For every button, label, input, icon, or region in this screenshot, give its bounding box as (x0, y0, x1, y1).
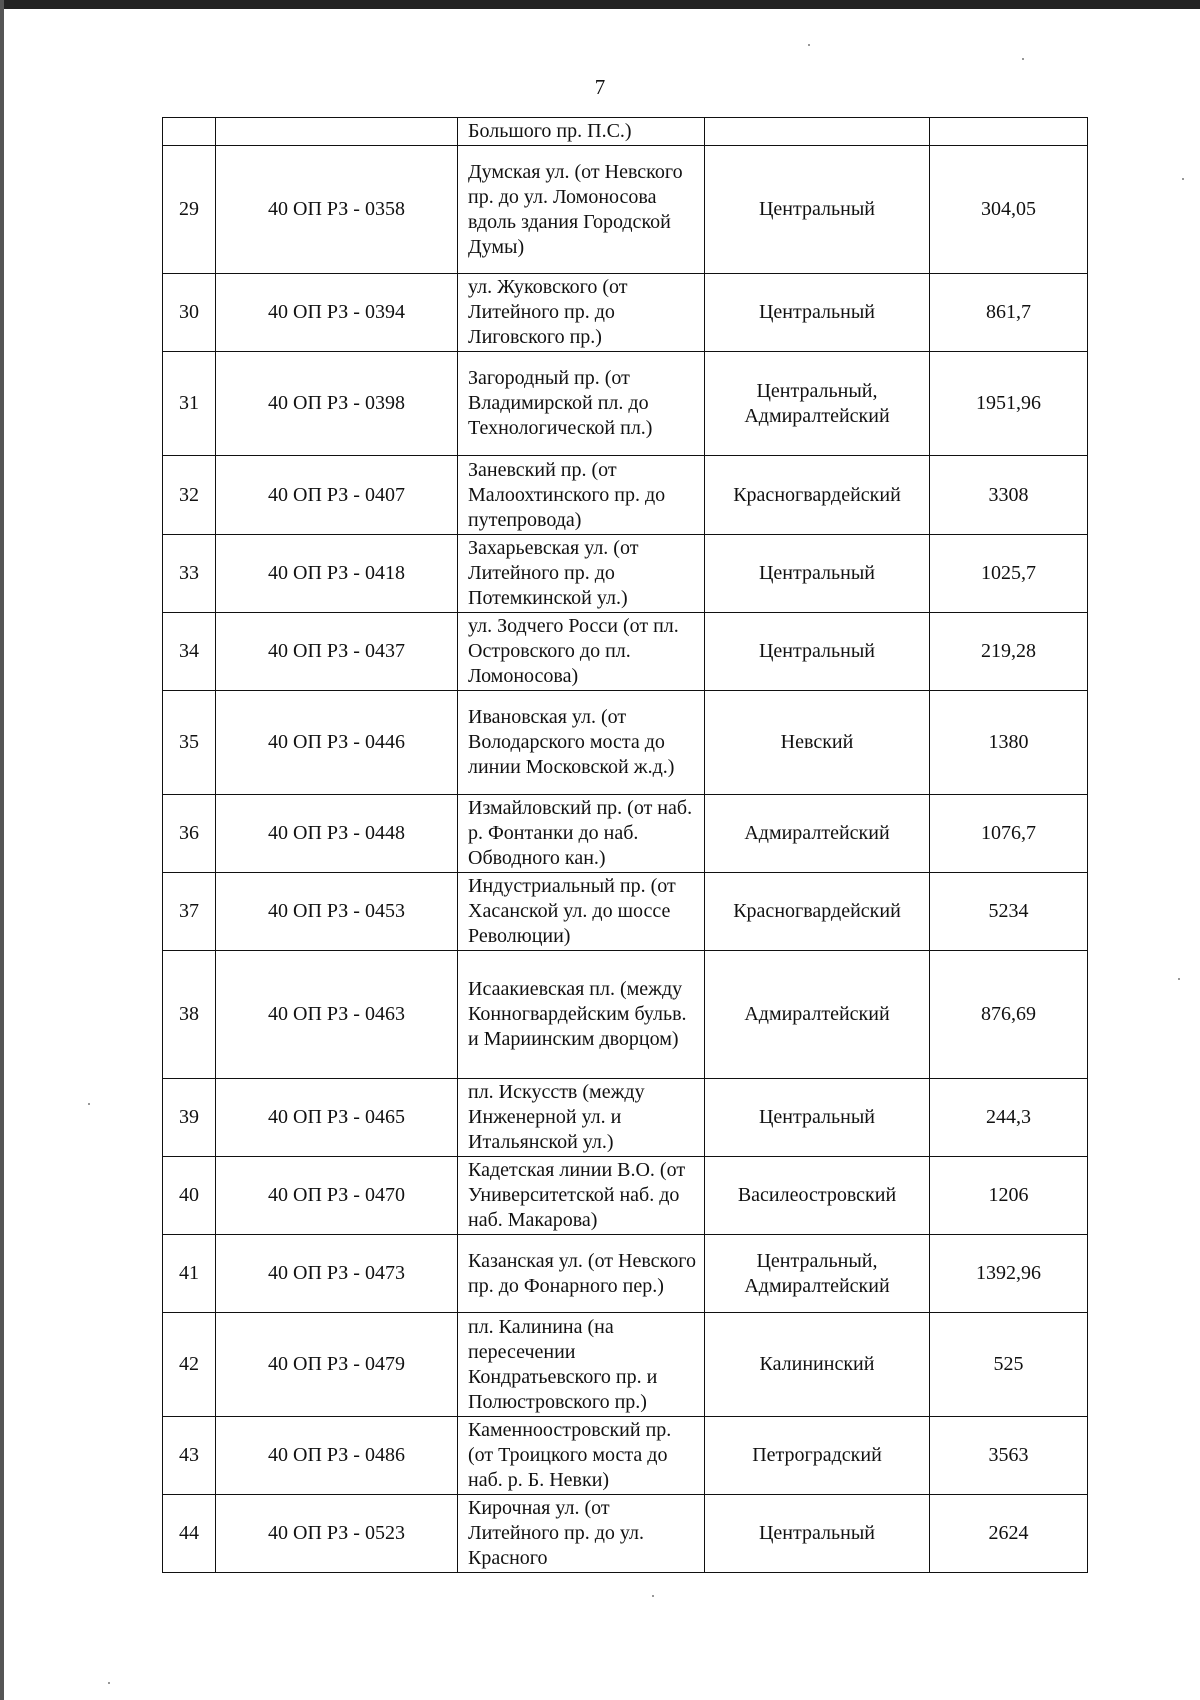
scan-speck (652, 1595, 654, 1597)
table-row (163, 352, 1088, 456)
scan-speck (1182, 178, 1184, 180)
row-number-cell: 43 (163, 1417, 216, 1495)
road-code-cell: 40 ОП РЗ - 0523 (216, 1495, 458, 1573)
street-description-cell: ул. Зодчего Росси (от пл. Островского до пл. Ломоносова) (458, 613, 705, 691)
street-description-cell: ул. Жуковского (от Литейного пр. до Лиговского пр.) (458, 274, 705, 352)
road-length-cell: 1380 (930, 691, 1088, 795)
table-row (163, 274, 1088, 352)
street-description-cell: Загородный пр. (от Владимирской пл. до Технологической пл.) (458, 352, 705, 456)
street-description-cell: Каменноостровский пр. (от Троицкого моста до наб. р. Б. Невки) (458, 1417, 705, 1495)
road-length-cell: 244,3 (930, 1079, 1088, 1157)
page-number: 7 (594, 75, 606, 99)
table-row (163, 873, 1088, 951)
district-name-cell (705, 118, 930, 146)
table-row (163, 1079, 1088, 1157)
row-number-cell: 30 (163, 274, 216, 352)
road-code-cell: 40 ОП РЗ - 0465 (216, 1079, 458, 1157)
scan-top-edge (0, 0, 1200, 9)
table-row (163, 1495, 1088, 1573)
scan-speck (88, 1103, 90, 1105)
road-length-cell: 1951,96 (930, 352, 1088, 456)
district-name-cell: Центральный (705, 146, 930, 274)
district-name-cell: Центральный, Адмиралтейский (705, 352, 930, 456)
district-name-cell: Центральный, Адмиралтейский (705, 1235, 930, 1313)
road-code-cell: 40 ОП РЗ - 0453 (216, 873, 458, 951)
road-code-cell: 40 ОП РЗ - 0398 (216, 352, 458, 456)
district-name-cell: Петроградский (705, 1417, 930, 1495)
row-number-cell: 42 (163, 1313, 216, 1417)
road-length-cell: 3563 (930, 1417, 1088, 1495)
street-description-cell: Большого пр. П.С.) (458, 118, 705, 146)
road-code-cell: 40 ОП РЗ - 0470 (216, 1157, 458, 1235)
street-description-cell: Индустриальный пр. (от Хасанской ул. до шоссе Революции) (458, 873, 705, 951)
table-row (163, 795, 1088, 873)
street-description-cell: пл. Калинина (на пересечении Кондратьевского пр. и Полюстровского пр.) (458, 1313, 705, 1417)
table-row (163, 118, 1088, 146)
district-name-cell: Красногвардейский (705, 873, 930, 951)
row-number-cell: 36 (163, 795, 216, 873)
road-code-cell: 40 ОП РЗ - 0448 (216, 795, 458, 873)
street-description-cell: Исаакиевская пл. (между Конногвардейским бульв. и Мариинским дворцом) (458, 951, 705, 1079)
table-row (163, 613, 1088, 691)
table-row (163, 1417, 1088, 1495)
district-name-cell: Василеостровский (705, 1157, 930, 1235)
district-name-cell: Центральный (705, 613, 930, 691)
scan-speck (108, 1682, 110, 1684)
row-number-cell: 31 (163, 352, 216, 456)
road-code-cell: 40 ОП РЗ - 0479 (216, 1313, 458, 1417)
row-number-cell: 33 (163, 535, 216, 613)
district-name-cell: Адмиралтейский (705, 951, 930, 1079)
district-name-cell: Невский (705, 691, 930, 795)
district-name-cell: Калининский (705, 1313, 930, 1417)
row-number-cell: 34 (163, 613, 216, 691)
street-description-cell: Думская ул. (от Невского пр. до ул. Ломоносова вдоль здания Городской Думы) (458, 146, 705, 274)
street-description-cell: Заневский пр. (от Малоохтинского пр. до путепровода) (458, 456, 705, 535)
table-row (163, 1235, 1088, 1313)
row-number-cell: 38 (163, 951, 216, 1079)
district-name-cell: Адмиралтейский (705, 795, 930, 873)
row-number-cell: 44 (163, 1495, 216, 1573)
road-code-cell: 40 ОП РЗ - 0486 (216, 1417, 458, 1495)
road-code-cell: 40 ОП РЗ - 0446 (216, 691, 458, 795)
row-number-cell: 41 (163, 1235, 216, 1313)
road-code-cell: 40 ОП РЗ - 0463 (216, 951, 458, 1079)
road-length-cell: 525 (930, 1313, 1088, 1417)
row-number-cell: 29 (163, 146, 216, 274)
table-row (163, 951, 1088, 1079)
road-length-cell: 1076,7 (930, 795, 1088, 873)
road-length-cell: 1392,96 (930, 1235, 1088, 1313)
roads-table-body (163, 118, 1088, 1573)
road-length-cell (930, 118, 1088, 146)
road-code-cell: 40 ОП РЗ - 0358 (216, 146, 458, 274)
row-number-cell: 40 (163, 1157, 216, 1235)
district-name-cell: Центральный (705, 1495, 930, 1573)
district-name-cell: Центральный (705, 535, 930, 613)
road-length-cell: 1025,7 (930, 535, 1088, 613)
row-number-cell: 35 (163, 691, 216, 795)
row-number-cell (163, 118, 216, 146)
row-number-cell: 37 (163, 873, 216, 951)
road-length-cell: 876,69 (930, 951, 1088, 1079)
road-length-cell: 304,05 (930, 146, 1088, 274)
road-length-cell: 2624 (930, 1495, 1088, 1573)
road-code-cell: 40 ОП РЗ - 0407 (216, 456, 458, 535)
road-length-cell: 1206 (930, 1157, 1088, 1235)
scan-left-edge (0, 0, 4, 1700)
road-code-cell: 40 ОП РЗ - 0394 (216, 274, 458, 352)
street-description-cell: Захарьевская ул. (от Литейного пр. до Потемкинской ул.) (458, 535, 705, 613)
scan-speck (1022, 58, 1024, 60)
scan-speck (808, 44, 810, 46)
table-row (163, 146, 1088, 274)
street-description-cell: Измайловский пр. (от наб. р. Фонтанки до наб. Обводного кан.) (458, 795, 705, 873)
table-row (163, 691, 1088, 795)
table-row (163, 1313, 1088, 1417)
road-length-cell: 861,7 (930, 274, 1088, 352)
road-code-cell: 40 ОП РЗ - 0437 (216, 613, 458, 691)
road-code-cell: 40 ОП РЗ - 0473 (216, 1235, 458, 1313)
street-description-cell: Ивановская ул. (от Володарского моста до линии Московской ж.д.) (458, 691, 705, 795)
road-code-cell (216, 118, 458, 146)
district-name-cell: Центральный (705, 274, 930, 352)
road-length-cell: 219,28 (930, 613, 1088, 691)
street-description-cell: Кирочная ул. (от Литейного пр. до ул. Красного (458, 1495, 705, 1573)
district-name-cell: Красногвардейский (705, 456, 930, 535)
road-length-cell: 3308 (930, 456, 1088, 535)
district-name-cell: Центральный (705, 1079, 930, 1157)
scan-speck (1178, 978, 1180, 980)
row-number-cell: 39 (163, 1079, 216, 1157)
road-length-cell: 5234 (930, 873, 1088, 951)
road-code-cell: 40 ОП РЗ - 0418 (216, 535, 458, 613)
row-number-cell: 32 (163, 456, 216, 535)
street-description-cell: Казанская ул. (от Невского пр. до Фонарного пер.) (458, 1235, 705, 1313)
street-description-cell: пл. Искусств (между Инженерной ул. и Итальянской ул.) (458, 1079, 705, 1157)
table-row (163, 456, 1088, 535)
street-description-cell: Кадетская линии В.О. (от Университетской наб. до наб. Макарова) (458, 1157, 705, 1235)
table-row (163, 1157, 1088, 1235)
roads-table (162, 117, 1088, 1573)
table-row (163, 535, 1088, 613)
